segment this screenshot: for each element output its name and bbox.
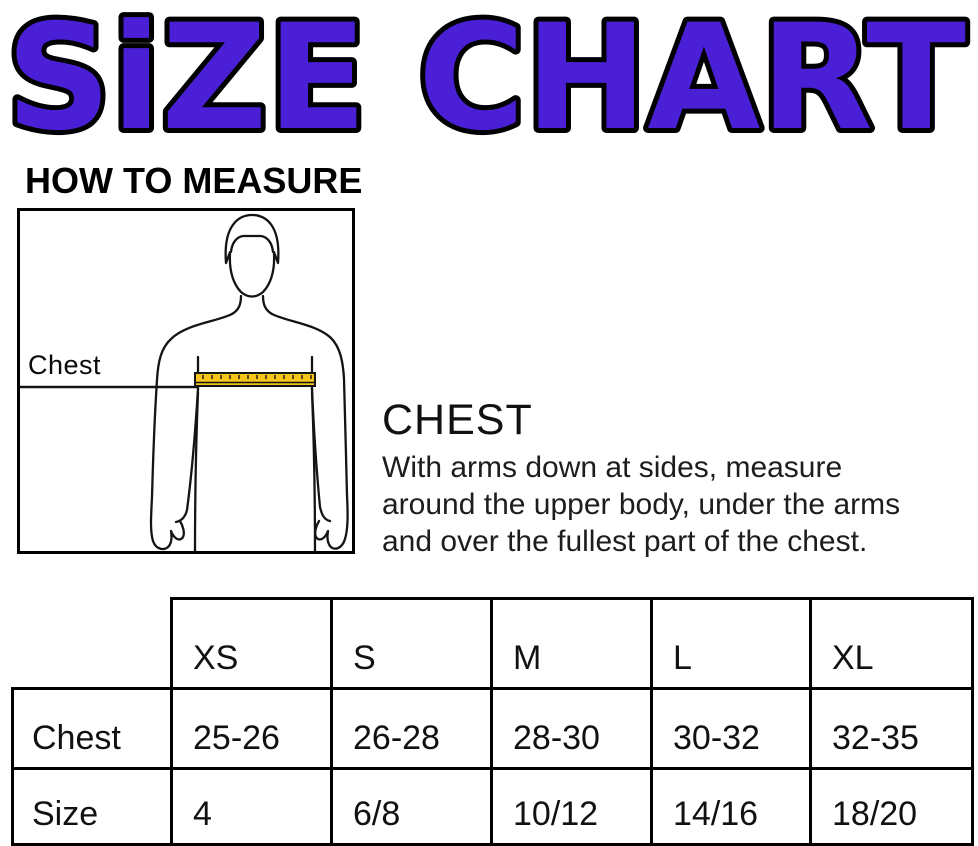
chest-instruction-body <box>382 449 900 560</box>
page-title-banner <box>0 2 978 154</box>
figure-hairline <box>231 236 273 252</box>
size-chart-table <box>11 597 974 846</box>
page-title: SiZE CHART <box>6 2 966 154</box>
size-value-l: 14/16 <box>652 769 811 845</box>
tape-band <box>195 373 315 386</box>
figure-hair-outline <box>226 215 279 263</box>
title-art <box>0 2 978 154</box>
table-header-row <box>13 599 973 689</box>
instruction-line: and over the fullest part of the chest. <box>382 525 868 558</box>
chest-value-l: 30-32 <box>652 689 811 769</box>
column-header-xl: XL <box>811 599 973 689</box>
how-to-measure-heading: HOW TO MEASURE <box>25 160 363 201</box>
chest-instruction-heading: CHEST <box>382 396 533 444</box>
figure-neck-right <box>263 296 272 314</box>
body-figure-illustration <box>20 211 352 551</box>
table-row-chest <box>13 689 973 769</box>
chest-value-xs: 25-26 <box>172 689 332 769</box>
table-corner-cell <box>13 599 172 689</box>
figure-neck-left <box>232 296 241 314</box>
row-label-size: Size <box>13 769 172 845</box>
column-header-m: M <box>492 599 652 689</box>
chest-value-s: 26-28 <box>332 689 492 769</box>
figure-face <box>230 254 274 297</box>
column-header-xs: XS <box>172 599 332 689</box>
column-header-l: L <box>652 599 811 689</box>
column-header-s: S <box>332 599 492 689</box>
diagram-chest-label: Chest <box>28 350 102 380</box>
size-value-s: 6/8 <box>332 769 492 845</box>
figure-right-arm <box>272 314 348 549</box>
measuring-tape <box>195 373 315 386</box>
chest-value-m: 28-30 <box>492 689 652 769</box>
figure-left-arm <box>151 314 232 549</box>
size-value-xs: 4 <box>172 769 332 845</box>
size-value-xl: 18/20 <box>811 769 973 845</box>
measurement-diagram <box>17 208 355 554</box>
instruction-line: With arms down at sides, measure <box>382 451 843 484</box>
table-row-size <box>13 769 973 845</box>
size-value-m: 10/12 <box>492 769 652 845</box>
figure-right-torso <box>312 392 315 551</box>
chest-value-xl: 32-35 <box>811 689 973 769</box>
instruction-line: around the upper body, under the arms <box>382 488 901 521</box>
row-label-chest: Chest <box>13 689 172 769</box>
